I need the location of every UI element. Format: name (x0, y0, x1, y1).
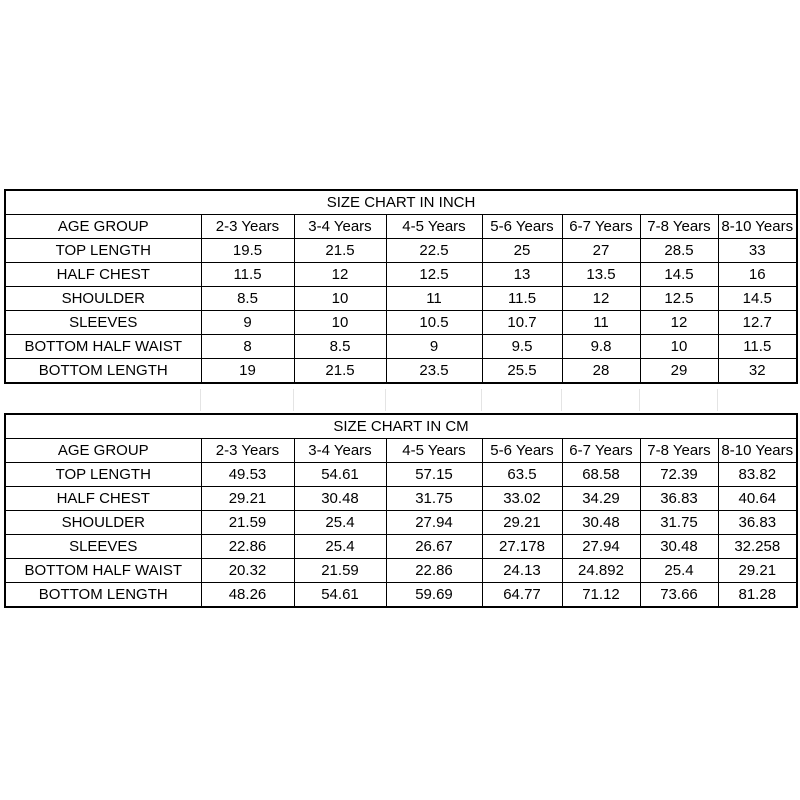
table-cell: 21.59 (201, 511, 294, 535)
table-cell: 9 (386, 335, 482, 359)
table-cell: 59.69 (386, 583, 482, 608)
separator-gridline (639, 389, 640, 411)
column-header: AGE GROUP (5, 215, 201, 239)
table-cell: 16 (718, 263, 797, 287)
table-cell: 28.5 (640, 239, 718, 263)
separator-gridline (717, 389, 718, 411)
column-header: 4-5 Years (386, 215, 482, 239)
table-cell: 32.258 (718, 535, 797, 559)
table-cell: 31.75 (386, 487, 482, 511)
table-cell: 26.67 (386, 535, 482, 559)
row-label: TOP LENGTH (5, 239, 201, 263)
table-row (5, 583, 797, 608)
column-header: 5-6 Years (482, 215, 562, 239)
table-row (5, 335, 797, 359)
column-header: 4-5 Years (386, 439, 482, 463)
table-cell: 36.83 (640, 487, 718, 511)
column-header: 5-6 Years (482, 439, 562, 463)
table-row (5, 487, 797, 511)
table-cell: 11.5 (201, 263, 294, 287)
separator-gridline (200, 389, 201, 411)
table-cell: 54.61 (294, 463, 386, 487)
table-cell: 25.4 (294, 535, 386, 559)
table-separator (4, 389, 796, 411)
table-cell: 9 (201, 311, 294, 335)
table-cell: 73.66 (640, 583, 718, 608)
column-header: 3-4 Years (294, 215, 386, 239)
table-row (5, 511, 797, 535)
table-cell: 20.32 (201, 559, 294, 583)
table-title-row (5, 190, 797, 215)
table-cell: 24.892 (562, 559, 640, 583)
table-cell: 64.77 (482, 583, 562, 608)
table-cell: 48.26 (201, 583, 294, 608)
table-cell: 28 (562, 359, 640, 384)
table-cell: 34.29 (562, 487, 640, 511)
separator-gridline (293, 389, 294, 411)
table-cell: 54.61 (294, 583, 386, 608)
table-cell: 8.5 (201, 287, 294, 311)
table-cell: 27.94 (386, 511, 482, 535)
table-cell: 19.5 (201, 239, 294, 263)
table-row (5, 239, 797, 263)
separator-gridline (481, 389, 482, 411)
table-cell: 12.5 (386, 263, 482, 287)
column-header: 7-8 Years (640, 439, 718, 463)
table-cell: 30.48 (294, 487, 386, 511)
row-label: BOTTOM HALF WAIST (5, 559, 201, 583)
table-cell: 11.5 (718, 335, 797, 359)
table-cell: 12 (562, 287, 640, 311)
row-label: SHOULDER (5, 287, 201, 311)
row-label: BOTTOM HALF WAIST (5, 335, 201, 359)
table-cell: 21.5 (294, 359, 386, 384)
table-cell: 27.94 (562, 535, 640, 559)
column-header: 8-10 Years (718, 439, 797, 463)
table-cell: 29 (640, 359, 718, 384)
table-cell: 21.59 (294, 559, 386, 583)
table-title-row (5, 414, 797, 439)
table-cell: 32 (718, 359, 797, 384)
table-cell: 12 (640, 311, 718, 335)
separator-gridline (385, 389, 386, 411)
row-label: SHOULDER (5, 511, 201, 535)
table-cell: 33.02 (482, 487, 562, 511)
table-cell: 22.5 (386, 239, 482, 263)
table-cell: 30.48 (562, 511, 640, 535)
column-header: 6-7 Years (562, 215, 640, 239)
table-cell: 8 (201, 335, 294, 359)
column-header: 3-4 Years (294, 439, 386, 463)
table-cell: 81.28 (718, 583, 797, 608)
row-label: SLEEVES (5, 535, 201, 559)
table-cell: 31.75 (640, 511, 718, 535)
table-cell: 25.5 (482, 359, 562, 384)
table-cell: 49.53 (201, 463, 294, 487)
table-cell: 83.82 (718, 463, 797, 487)
table-row (5, 559, 797, 583)
table-row (5, 359, 797, 384)
table-cell: 19 (201, 359, 294, 384)
table-cell: 9.5 (482, 335, 562, 359)
table-cell: 12.5 (640, 287, 718, 311)
table-cell: 10 (640, 335, 718, 359)
table-cell: 72.39 (640, 463, 718, 487)
table-row (5, 463, 797, 487)
separator-gridline (561, 389, 562, 411)
table-cell: 14.5 (718, 287, 797, 311)
table-cell: 11 (386, 287, 482, 311)
table-cell: 12.7 (718, 311, 797, 335)
table-title: SIZE CHART IN INCH (5, 190, 797, 215)
row-label: HALF CHEST (5, 263, 201, 287)
table-cell: 29.21 (482, 511, 562, 535)
table-cell: 25.4 (640, 559, 718, 583)
column-header: 7-8 Years (640, 215, 718, 239)
table-cell: 63.5 (482, 463, 562, 487)
table-cell: 29.21 (201, 487, 294, 511)
table-cell: 30.48 (640, 535, 718, 559)
column-header: 2-3 Years (201, 215, 294, 239)
table-cell: 27.178 (482, 535, 562, 559)
row-label: BOTTOM LENGTH (5, 583, 201, 608)
table-cell: 21.5 (294, 239, 386, 263)
table-cell: 33 (718, 239, 797, 263)
column-header: 8-10 Years (718, 215, 797, 239)
table-row (5, 535, 797, 559)
table-cell: 10.7 (482, 311, 562, 335)
column-header: 2-3 Years (201, 439, 294, 463)
table-cell: 10.5 (386, 311, 482, 335)
row-label: TOP LENGTH (5, 463, 201, 487)
table-cell: 8.5 (294, 335, 386, 359)
size-chart-inch-table (4, 189, 798, 384)
table-cell: 36.83 (718, 511, 797, 535)
table-title: SIZE CHART IN CM (5, 414, 797, 439)
row-label: SLEEVES (5, 311, 201, 335)
table-cell: 57.15 (386, 463, 482, 487)
table-cell: 25.4 (294, 511, 386, 535)
table-row (5, 311, 797, 335)
table-cell: 27 (562, 239, 640, 263)
table-cell: 12 (294, 263, 386, 287)
column-header: 6-7 Years (562, 439, 640, 463)
table-cell: 10 (294, 287, 386, 311)
table-cell: 13 (482, 263, 562, 287)
size-chart-cm-table (4, 413, 798, 608)
table-cell: 9.8 (562, 335, 640, 359)
table-cell: 22.86 (201, 535, 294, 559)
table-row (5, 263, 797, 287)
table-cell: 29.21 (718, 559, 797, 583)
table-cell: 71.12 (562, 583, 640, 608)
row-label: HALF CHEST (5, 487, 201, 511)
row-label: BOTTOM LENGTH (5, 359, 201, 384)
table-cell: 40.64 (718, 487, 797, 511)
table-header-row (5, 215, 797, 239)
column-header: AGE GROUP (5, 439, 201, 463)
table-cell: 10 (294, 311, 386, 335)
table-cell: 22.86 (386, 559, 482, 583)
table-cell: 25 (482, 239, 562, 263)
table-cell: 24.13 (482, 559, 562, 583)
table-cell: 68.58 (562, 463, 640, 487)
table-cell: 13.5 (562, 263, 640, 287)
table-cell: 11 (562, 311, 640, 335)
table-cell: 23.5 (386, 359, 482, 384)
table-cell: 14.5 (640, 263, 718, 287)
table-cell: 11.5 (482, 287, 562, 311)
table-row (5, 287, 797, 311)
table-header-row (5, 439, 797, 463)
